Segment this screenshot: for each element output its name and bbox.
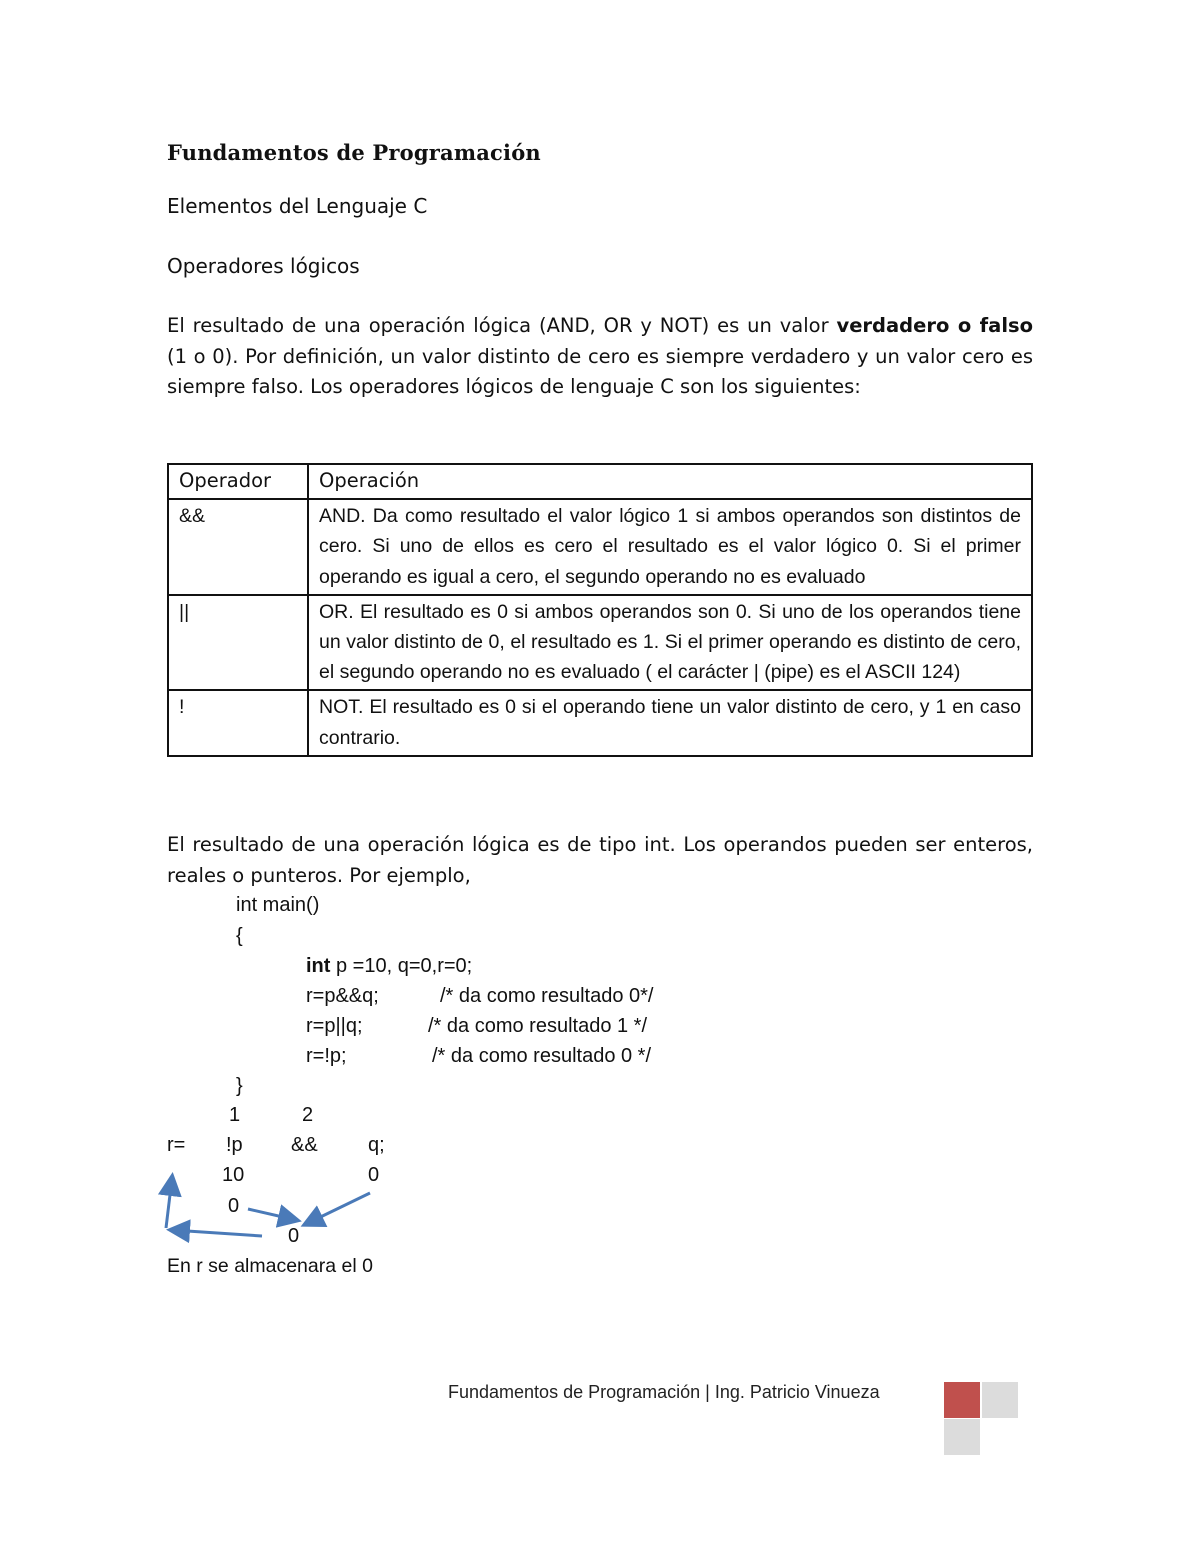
arrow-q-to-result	[306, 1193, 370, 1224]
conclusion-text: En r se almacenara el 0	[167, 1255, 373, 1277]
footer-gray-square-right	[982, 1382, 1018, 1418]
diagram-order-2: 2	[302, 1104, 314, 1126]
code-line-open-brace: {	[236, 925, 243, 947]
code-line-or-stmt: r=p||q;	[306, 1015, 363, 1037]
arrow-notp-to-result	[248, 1209, 296, 1220]
footer-gray-square-bottom	[944, 1419, 980, 1455]
operator-or: ||	[168, 595, 308, 691]
footer-text: Fundamentos de Programación | Ing. Patricio Vinueza	[448, 1382, 880, 1402]
code-declaration-rest: p =10, q=0,r=0;	[330, 955, 473, 977]
arrow-left-to-r	[166, 1178, 172, 1228]
code-line-close-brace: }	[236, 1075, 243, 1097]
code-line-not-stmt: r=!p;	[306, 1045, 347, 1067]
code-line-main: int main()	[236, 894, 320, 916]
code-line-or-comment: /* da como resultado 1 */	[428, 1015, 648, 1037]
operation-or-desc: OR. El resultado es 0 si ambos operandos son 0. Si uno de los operandos tiene un valor distinto de 0, el resultado es 1. Si el primer operando es distinto de cero, el segundo operando no es evaluado ( el carácter | (pipe) es el ASCII 124)	[308, 595, 1032, 691]
diagram-and-operator: &&	[291, 1134, 318, 1156]
intro-text-start: El resultado de una operación lógica (AND, OR y NOT) es un valor	[167, 314, 837, 337]
code-line-and-stmt: r=p&&q;	[306, 985, 379, 1007]
diagram-order-1: 1	[229, 1104, 241, 1126]
topic-title: Operadores lógicos	[167, 254, 360, 278]
arrow-result-to-left	[172, 1230, 262, 1236]
operation-not-desc: NOT. El resultado es 0 si el operando tiene un valor distinto de cero, y 1 en caso contrario.	[308, 690, 1032, 755]
operator-and: &&	[168, 499, 308, 595]
section-title: Elementos del Lenguaje C	[167, 194, 428, 218]
diagram-value-result-0: 0	[288, 1225, 300, 1247]
diagram-value-q-0: 0	[368, 1164, 380, 1186]
footer-accent-square	[944, 1382, 980, 1418]
diagram-not-p: !p	[226, 1134, 243, 1156]
after-table-paragraph: El resultado de una operación lógica es de tipo int. Los operandos pueden ser enteros, reales o punteros. Por ejemplo,	[167, 833, 1033, 887]
diagram-r-assign: r=	[167, 1134, 186, 1156]
diagram-value-10: 10	[222, 1164, 245, 1186]
intro-bold-true-false: verdadero o falso	[836, 314, 1034, 337]
operation-and-desc: AND. Da como resultado el valor lógico 1 si ambos operandos son distintos de cero. Si uno de ellos es cero el resultado es el valor lógico 0. Si el primer operando es igual a cero, el segundo operando no es evaluado	[308, 499, 1032, 595]
code-keyword-int: int	[306, 955, 331, 977]
intro-text-rest: (1 o 0). Por definición, un valor distinto de cero es siempre verdadero y un valor cero es siempre falso. Los operadores lógicos de lenguaje C son los siguientes:	[167, 344, 1033, 398]
header-operator: Operador	[168, 464, 308, 499]
diagram-q: q;	[368, 1134, 385, 1156]
diagram-value-notp-0: 0	[228, 1195, 240, 1217]
operator-not: !	[168, 690, 308, 755]
course-title: Fundamentos de Programación	[167, 140, 541, 165]
header-operation: Operación	[308, 464, 1032, 499]
code-line-not-comment: /* da como resultado 0 */	[432, 1045, 652, 1067]
code-line-and-comment: /* da como resultado 0*/	[440, 985, 654, 1007]
